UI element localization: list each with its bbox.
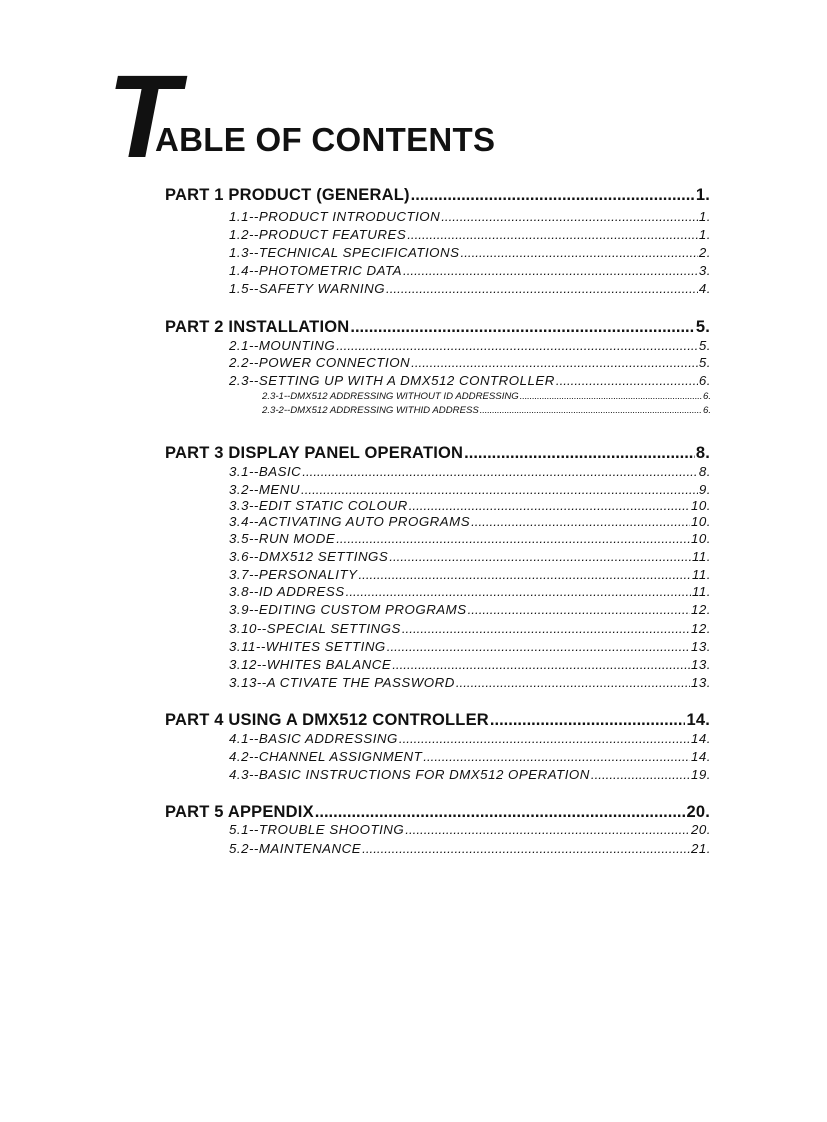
toc-entry-label: 1.3--TECHNICAL SPECIFICATIONS — [229, 245, 460, 260]
toc-entry-label: 3.12--WHITES BALANCE — [229, 657, 392, 672]
toc-entry-label: 3.9--EDITING CUSTOM PROGRAMS — [229, 602, 467, 617]
toc-section-entry — [229, 749, 711, 764]
toc-entry-label: 3.13--A CTIVATE THE PASSWORD — [229, 675, 455, 690]
toc-part-entry — [165, 711, 710, 730]
dot-leader — [346, 584, 691, 599]
dot-leader — [336, 338, 698, 353]
toc-section-entry — [229, 498, 711, 513]
toc-entry-label: 5.2--MAINTENANCE — [229, 841, 362, 856]
toc-page-number: 5. — [698, 338, 711, 353]
toc-section-entry — [229, 584, 711, 599]
dot-leader — [336, 531, 690, 546]
dot-leader — [441, 209, 698, 224]
toc-entry-label: 3.1--BASIC — [229, 464, 302, 479]
toc-section-entry — [229, 209, 711, 224]
toc-page-number: 14. — [691, 731, 711, 746]
toc-entry-label: 2.2--POWER CONNECTION — [229, 355, 411, 370]
toc-section-entry — [229, 531, 711, 546]
toc-entry-label: 3.7--PERSONALITY — [229, 567, 358, 582]
toc-page-number: 3. — [698, 263, 711, 278]
toc-page-number: 1. — [695, 186, 710, 204]
toc-entry-label: 3.10--SPECIAL SETTINGS — [229, 621, 401, 636]
dot-leader — [471, 514, 690, 529]
toc-entry-label: 2.3-2--DMX512 ADDRESSING WITHID ADDRESS — [262, 405, 479, 416]
toc-page-number: 19. — [691, 767, 711, 782]
toc-page-number: 1. — [698, 227, 711, 242]
toc-page-number: 13. — [691, 657, 711, 672]
toc-page-number: 10. — [691, 531, 711, 546]
toc-entry-label: 3.8--ID ADDRESS — [229, 584, 345, 599]
dot-leader — [350, 318, 694, 337]
dot-leader — [409, 498, 690, 513]
toc-page-number: 1. — [698, 209, 711, 224]
dot-leader — [389, 549, 691, 564]
toc-entry-label: 2.3--SETTING UP WITH A DMX512 CONTROLLER — [229, 373, 555, 388]
toc-entry-label: 3.6--DMX512 SETTINGS — [229, 549, 389, 564]
dot-leader — [423, 749, 690, 764]
toc-page-number: 20. — [691, 822, 711, 837]
toc-section-entry — [229, 464, 711, 479]
toc-section-entry — [229, 373, 711, 388]
toc-section-entry — [229, 621, 711, 636]
dot-leader — [456, 675, 690, 690]
toc-section-entry — [229, 482, 711, 497]
dot-leader — [461, 245, 698, 260]
toc-page-number: 13. — [691, 639, 711, 654]
toc-page-number: 5. — [695, 318, 710, 336]
toc-section-entry — [229, 841, 711, 856]
dot-leader — [591, 767, 690, 782]
toc-page-number: 14. — [691, 749, 711, 764]
toc-page-number: 11. — [692, 549, 711, 564]
dot-leader — [411, 355, 698, 370]
toc-entry-label: 1.5--SAFETY WARNING — [229, 281, 386, 296]
toc-page-number: 8. — [698, 464, 711, 479]
toc-entry-label: 4.2--CHANNEL ASSIGNMENT — [229, 749, 423, 764]
toc-section-entry — [229, 338, 711, 353]
toc-entry-label: PART 1 PRODUCT (GENERAL) — [165, 186, 410, 204]
toc-page-number: 5. — [698, 355, 711, 370]
toc-page-number: 14. — [686, 711, 710, 729]
toc-entry-label: 2.1--MOUNTING — [229, 338, 336, 353]
toc-section-entry — [229, 822, 711, 837]
dot-leader — [402, 621, 690, 636]
dot-leader — [405, 822, 690, 837]
toc-section-entry — [229, 639, 711, 654]
toc-part-entry — [165, 444, 710, 463]
toc-section-entry — [229, 355, 711, 370]
toc-entry-label: 5.1--TROUBLE SHOOTING — [229, 822, 405, 837]
toc-entry-label: 4.1--BASIC ADDRESSING — [229, 731, 398, 746]
toc-section-entry — [229, 281, 711, 296]
title-initial: T — [107, 51, 176, 183]
toc-entry-label: 1.1--PRODUCT INTRODUCTION — [229, 209, 441, 224]
toc-entry-label: 3.2--MENU — [229, 482, 300, 497]
toc-page-number: 9. — [698, 482, 711, 497]
toc-page-number: 12. — [691, 602, 711, 617]
toc-entry-label: 3.4--ACTIVATING AUTO PROGRAMS — [229, 514, 471, 529]
dot-leader — [520, 391, 702, 402]
toc-subsection-entry — [262, 391, 711, 402]
dot-leader — [301, 482, 698, 497]
toc-part-entry — [165, 186, 710, 205]
toc-entry-label: PART 5 APPENDIX — [165, 803, 314, 821]
toc-page-number: 10. — [691, 498, 711, 513]
toc-entry-label: 4.3--BASIC INSTRUCTIONS FOR DMX512 OPERATION — [229, 767, 590, 782]
toc-page-number: 11. — [692, 567, 711, 582]
toc-page-number: 8. — [695, 444, 710, 462]
toc-page-number: 4. — [698, 281, 711, 296]
toc-page-number: 6. — [702, 391, 711, 402]
toc-entry-label: 3.5--RUN MODE — [229, 531, 336, 546]
toc-section-entry — [229, 263, 711, 278]
dot-leader — [302, 464, 698, 479]
toc-section-entry — [229, 675, 711, 690]
toc-page-number: 11. — [692, 584, 711, 599]
dot-leader — [399, 731, 690, 746]
toc-entry-label: 2.3-1--DMX512 ADDRESSING WITHOUT ID ADDRESSING — [262, 391, 519, 402]
dot-leader — [387, 639, 690, 654]
dot-leader — [480, 405, 702, 416]
toc-page-number: 12. — [691, 621, 711, 636]
dot-leader — [362, 841, 690, 856]
toc-section-entry — [229, 514, 711, 529]
toc-subsection-entry — [262, 405, 711, 416]
dot-leader — [411, 186, 695, 205]
dot-leader — [556, 373, 698, 388]
title-text: ABLE OF CONTENTS — [155, 121, 496, 158]
toc-section-entry — [229, 245, 711, 260]
toc-page-number: 6. — [702, 405, 711, 416]
toc-entry-label: PART 4 USING A DMX512 CONTROLLER — [165, 711, 489, 729]
toc-section-entry — [229, 602, 711, 617]
toc-entry-label: 3.11--WHITES SETTING — [229, 639, 386, 654]
dot-leader — [315, 803, 686, 822]
toc-section-entry — [229, 227, 711, 242]
toc-page-number: 20. — [686, 803, 710, 821]
dot-leader — [392, 657, 690, 672]
toc-page-number: 6. — [698, 373, 711, 388]
toc-entry-label: 1.4--PHOTOMETRIC DATA — [229, 263, 403, 278]
toc-page-number: 21. — [691, 841, 711, 856]
page-title — [107, 51, 537, 183]
dot-leader — [490, 711, 686, 730]
toc-section-entry — [229, 767, 711, 782]
dot-leader — [407, 227, 698, 242]
toc-section-entry — [229, 731, 711, 746]
toc-page-number: 2. — [698, 245, 711, 260]
toc-entry-label: PART 2 INSTALLATION — [165, 318, 350, 336]
toc-entry-label: 3.3--EDIT STATIC COLOUR — [229, 498, 408, 513]
toc-entry-label: PART 3 DISPLAY PANEL OPERATION — [165, 444, 464, 462]
toc-entry-label: 1.2--PRODUCT FEATURES — [229, 227, 407, 242]
dot-leader — [358, 567, 691, 582]
toc-part-entry — [165, 803, 710, 822]
dot-leader — [468, 602, 690, 617]
toc-section-entry — [229, 657, 711, 672]
toc-page-number: 10. — [691, 514, 711, 529]
dot-leader — [403, 263, 698, 278]
toc-section-entry — [229, 567, 711, 582]
toc-part-entry — [165, 318, 710, 337]
dot-leader — [386, 281, 698, 296]
toc-page-number: 13. — [691, 675, 711, 690]
dot-leader — [464, 444, 695, 463]
toc-section-entry — [229, 549, 711, 564]
